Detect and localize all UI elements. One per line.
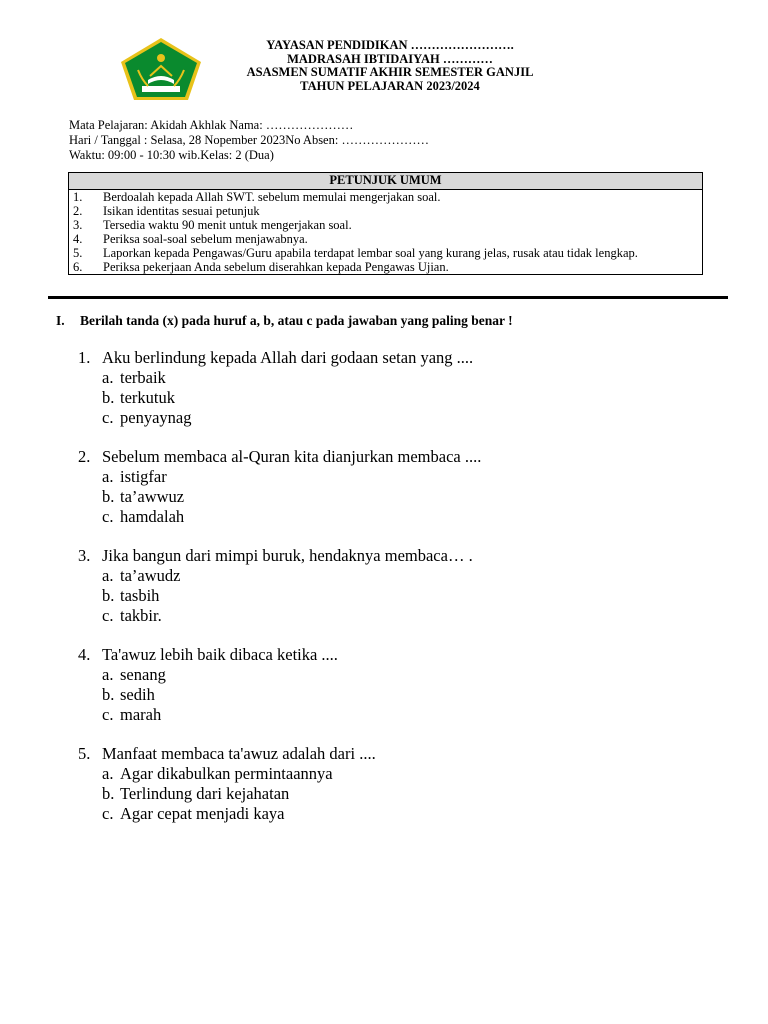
instruction-row: 4. Periksa soal-soal sebelum menjawabnya.	[73, 232, 308, 246]
question-2: 2. Sebelum membaca al-Quran kita dianjurkan membaca .... a. istigfar b. ta’awwuz c. hamdalah	[78, 447, 482, 526]
school-header	[200, 39, 580, 93]
instruction-row: 5. Laporkan kepada Pengawas/Guru apabila terdapat lembar soal yang kurang jelas, rusak atau tidak lengkap.	[73, 246, 638, 260]
option-a[interactable]: a. Agar dikabulkan permintaannya	[102, 764, 333, 783]
question-1: 1. Aku berlindung kepada Allah dari godaan setan yang .... a. terbaik b. terkutuk c. penyaynag	[78, 348, 481, 428]
section-instruction	[56, 313, 513, 329]
question-list	[78, 348, 481, 843]
general-instructions-table	[68, 172, 703, 275]
kemenag-logo	[118, 36, 204, 102]
header-exam-title: ASASMEN SUMATIF AKHIR SEMESTER GANJIL	[246, 65, 534, 79]
option-c[interactable]: c. takbir.	[102, 606, 162, 625]
header-madrasah: MADRASAH IBTIDAIYAH …………	[287, 51, 493, 66]
option-c[interactable]: c. marah	[102, 705, 162, 724]
question-text: Jika bangun dari mimpi buruk, hendaknya membaca… .	[102, 546, 473, 565]
question-5: 5. Manfaat membaca ta'awuz adalah dari .... a. Agar dikabulkan permintaannya b. Terlindung dari kejahatan c. Agar cepat menjadi kaya	[78, 744, 481, 824]
meta-time-class: Waktu: 09:00 - 10:30 wib.Kelas: 2 (Dua)	[69, 148, 274, 162]
question-text: Manfaat membaca ta'awuz adalah dari ....	[102, 744, 376, 763]
meta-subject-name: Mata Pelajaran: Akidah Akhlak Nama: …………………	[69, 118, 354, 132]
option-a[interactable]: a. terbaik	[102, 368, 166, 387]
option-a[interactable]: a. ta’awudz	[102, 566, 181, 585]
instructions-title: PETUNJUK UMUM	[69, 173, 703, 190]
question-text: Sebelum membaca al-Quran kita dianjurkan membaca ....	[102, 447, 482, 466]
meta-date-absen: Hari / Tanggal : Selasa, 28 Nopember 2023No Absen: …………………	[69, 133, 429, 147]
option-a[interactable]: a. istigfar	[102, 467, 167, 486]
section-divider	[48, 296, 728, 299]
option-a[interactable]: a. senang	[102, 665, 166, 684]
header-foundation: YAYASAN PENDIDIKAN …………………….	[266, 38, 514, 52]
section-number: I.	[56, 313, 65, 328]
instruction-row: 6. Periksa pekerjaan Anda sebelum diserahkan kepada Pengawas Ujian.	[73, 260, 449, 274]
instruction-row: 2. Isikan identitas sesuai petunjuk	[73, 204, 260, 218]
option-b[interactable]: b. ta’awwuz	[102, 487, 185, 506]
question-4: 4. Ta'awuz lebih baik dibaca ketika .... a. senang b. sedih c. marah	[78, 645, 481, 725]
question-text: Ta'awuz lebih baik dibaca ketika ....	[102, 645, 338, 664]
exam-identity	[69, 118, 429, 163]
option-b[interactable]: b. Terlindung dari kejahatan	[102, 784, 290, 803]
question-3: 3. Jika bangun dari mimpi buruk, hendaknya membaca… . a. ta’awudz b. tasbih c. takbir.	[78, 546, 481, 626]
option-c[interactable]: c. hamdalah	[102, 507, 185, 526]
header-academic-year: TAHUN PELAJARAN 2023/2024	[300, 78, 480, 93]
option-b[interactable]: b. sedih	[102, 685, 155, 704]
option-b[interactable]: b. terkutuk	[102, 388, 175, 407]
option-c[interactable]: c. Agar cepat menjadi kaya	[102, 804, 285, 823]
instruction-row: 1. Berdoalah kepada Allah SWT. sebelum memulai mengerjakan soal.	[73, 190, 441, 204]
instruction-row: 3. Tersedia waktu 90 menit untuk mengerjakan soal.	[73, 218, 352, 232]
option-b[interactable]: b. tasbih	[102, 586, 160, 605]
section-instruction-text: Berilah tanda (x) pada huruf a, b, atau c pada jawaban yang paling benar !	[80, 313, 513, 328]
option-c[interactable]: c. penyaynag	[102, 408, 192, 427]
question-text: Aku berlindung kepada Allah dari godaan setan yang ....	[102, 348, 474, 367]
